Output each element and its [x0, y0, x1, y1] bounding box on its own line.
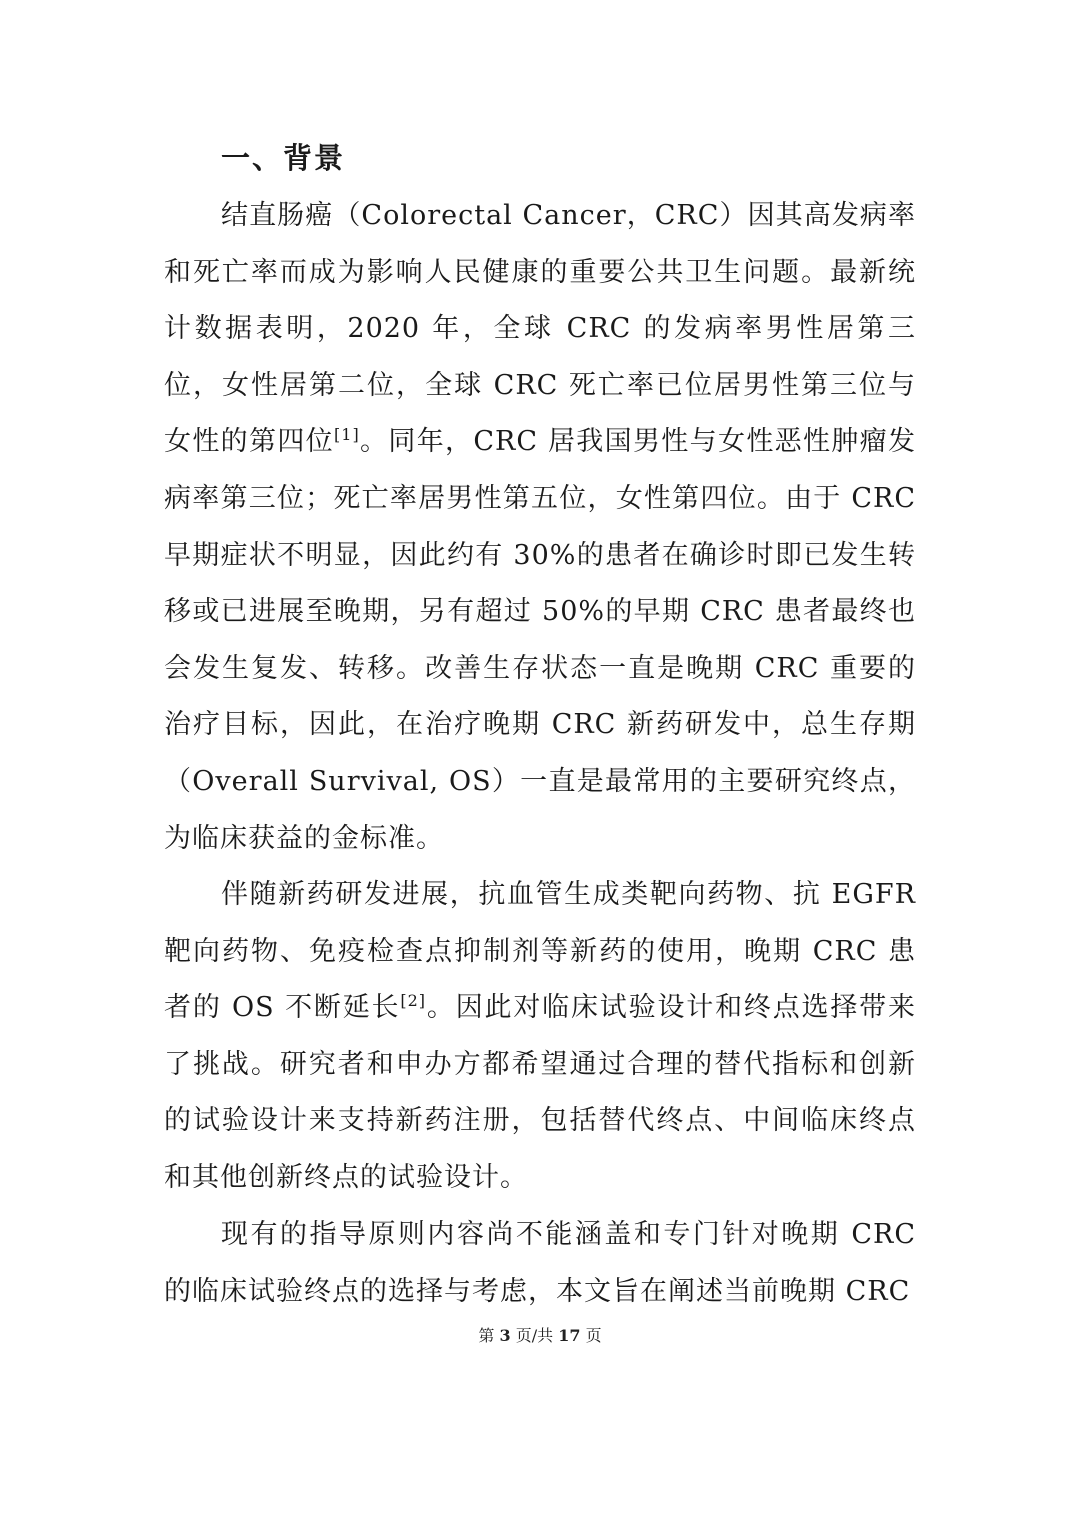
footer-suffix: 页 — [580, 1326, 602, 1345]
paragraph-text: 现有的指导原则内容尚不能涵盖和专门针对晚期 CRC 的临床试验终点的选择与考虑，本文旨在阐述当前晚期 CRC — [164, 1219, 916, 1307]
paragraph-background-3 — [164, 1207, 916, 1320]
section-heading: 一、背景 — [221, 141, 346, 175]
paragraph-text: 。同年，CRC 居我国男性与女性恶性肿瘤发病率第三位；死亡率居男性第五位，女性第四位。由于 CRC 早期症状不明显，因此约有 30%的患者在确诊时即已发生转移或已进展至晚期，另有超过 50%的早期 CRC 患者最终也会发生复发、转移。改善生存状态一直是晚期 CRC 重要的治疗目标，因此，在治疗晚期 CRC 新药研发中，总生存期（Overall Survival, OS）一直是最常用的主要研究终点，为临床获益的金标准。 — [164, 426, 917, 854]
footer-middle: 页/共 — [510, 1326, 559, 1345]
paragraph-background-2 — [164, 867, 916, 1207]
paragraph-background-1 — [164, 188, 916, 867]
paragraph-text: 。因此对临床试验设计和终点选择带来了挑战。研究者和申办方都希望通过合理的替代指标和创新的试验设计来支持新药注册，包括替代终点、中间临床终点和其他创新终点的试验设计。 — [164, 992, 917, 1193]
current-page-number: 3 — [499, 1326, 511, 1345]
page-footer — [0, 1324, 1080, 1348]
citation-ref-1: [1] — [334, 425, 360, 445]
paragraph-text: 伴随新药研发进展，抗血管生成类靶向药物、抗 EGFR 靶向药物、免疫检查点抑制剂等新药的使用，晚期 CRC 患者的 OS 不断延长 — [164, 879, 916, 1024]
total-page-number: 17 — [558, 1326, 581, 1345]
citation-ref-2: [2] — [400, 991, 427, 1011]
footer-prefix: 第 — [478, 1326, 500, 1345]
paragraph-text: 结直肠癌（Colorectal Cancer，CRC）因其高发病率和死亡率而成为影响人民健康的重要公共卫生问题。最新统计数据表明，2020 年，全球 CRC 的发病率男性居第三位，女性居第二位，全球 CRC 死亡率已位居男性第三位与女性的第四位 — [164, 200, 916, 458]
